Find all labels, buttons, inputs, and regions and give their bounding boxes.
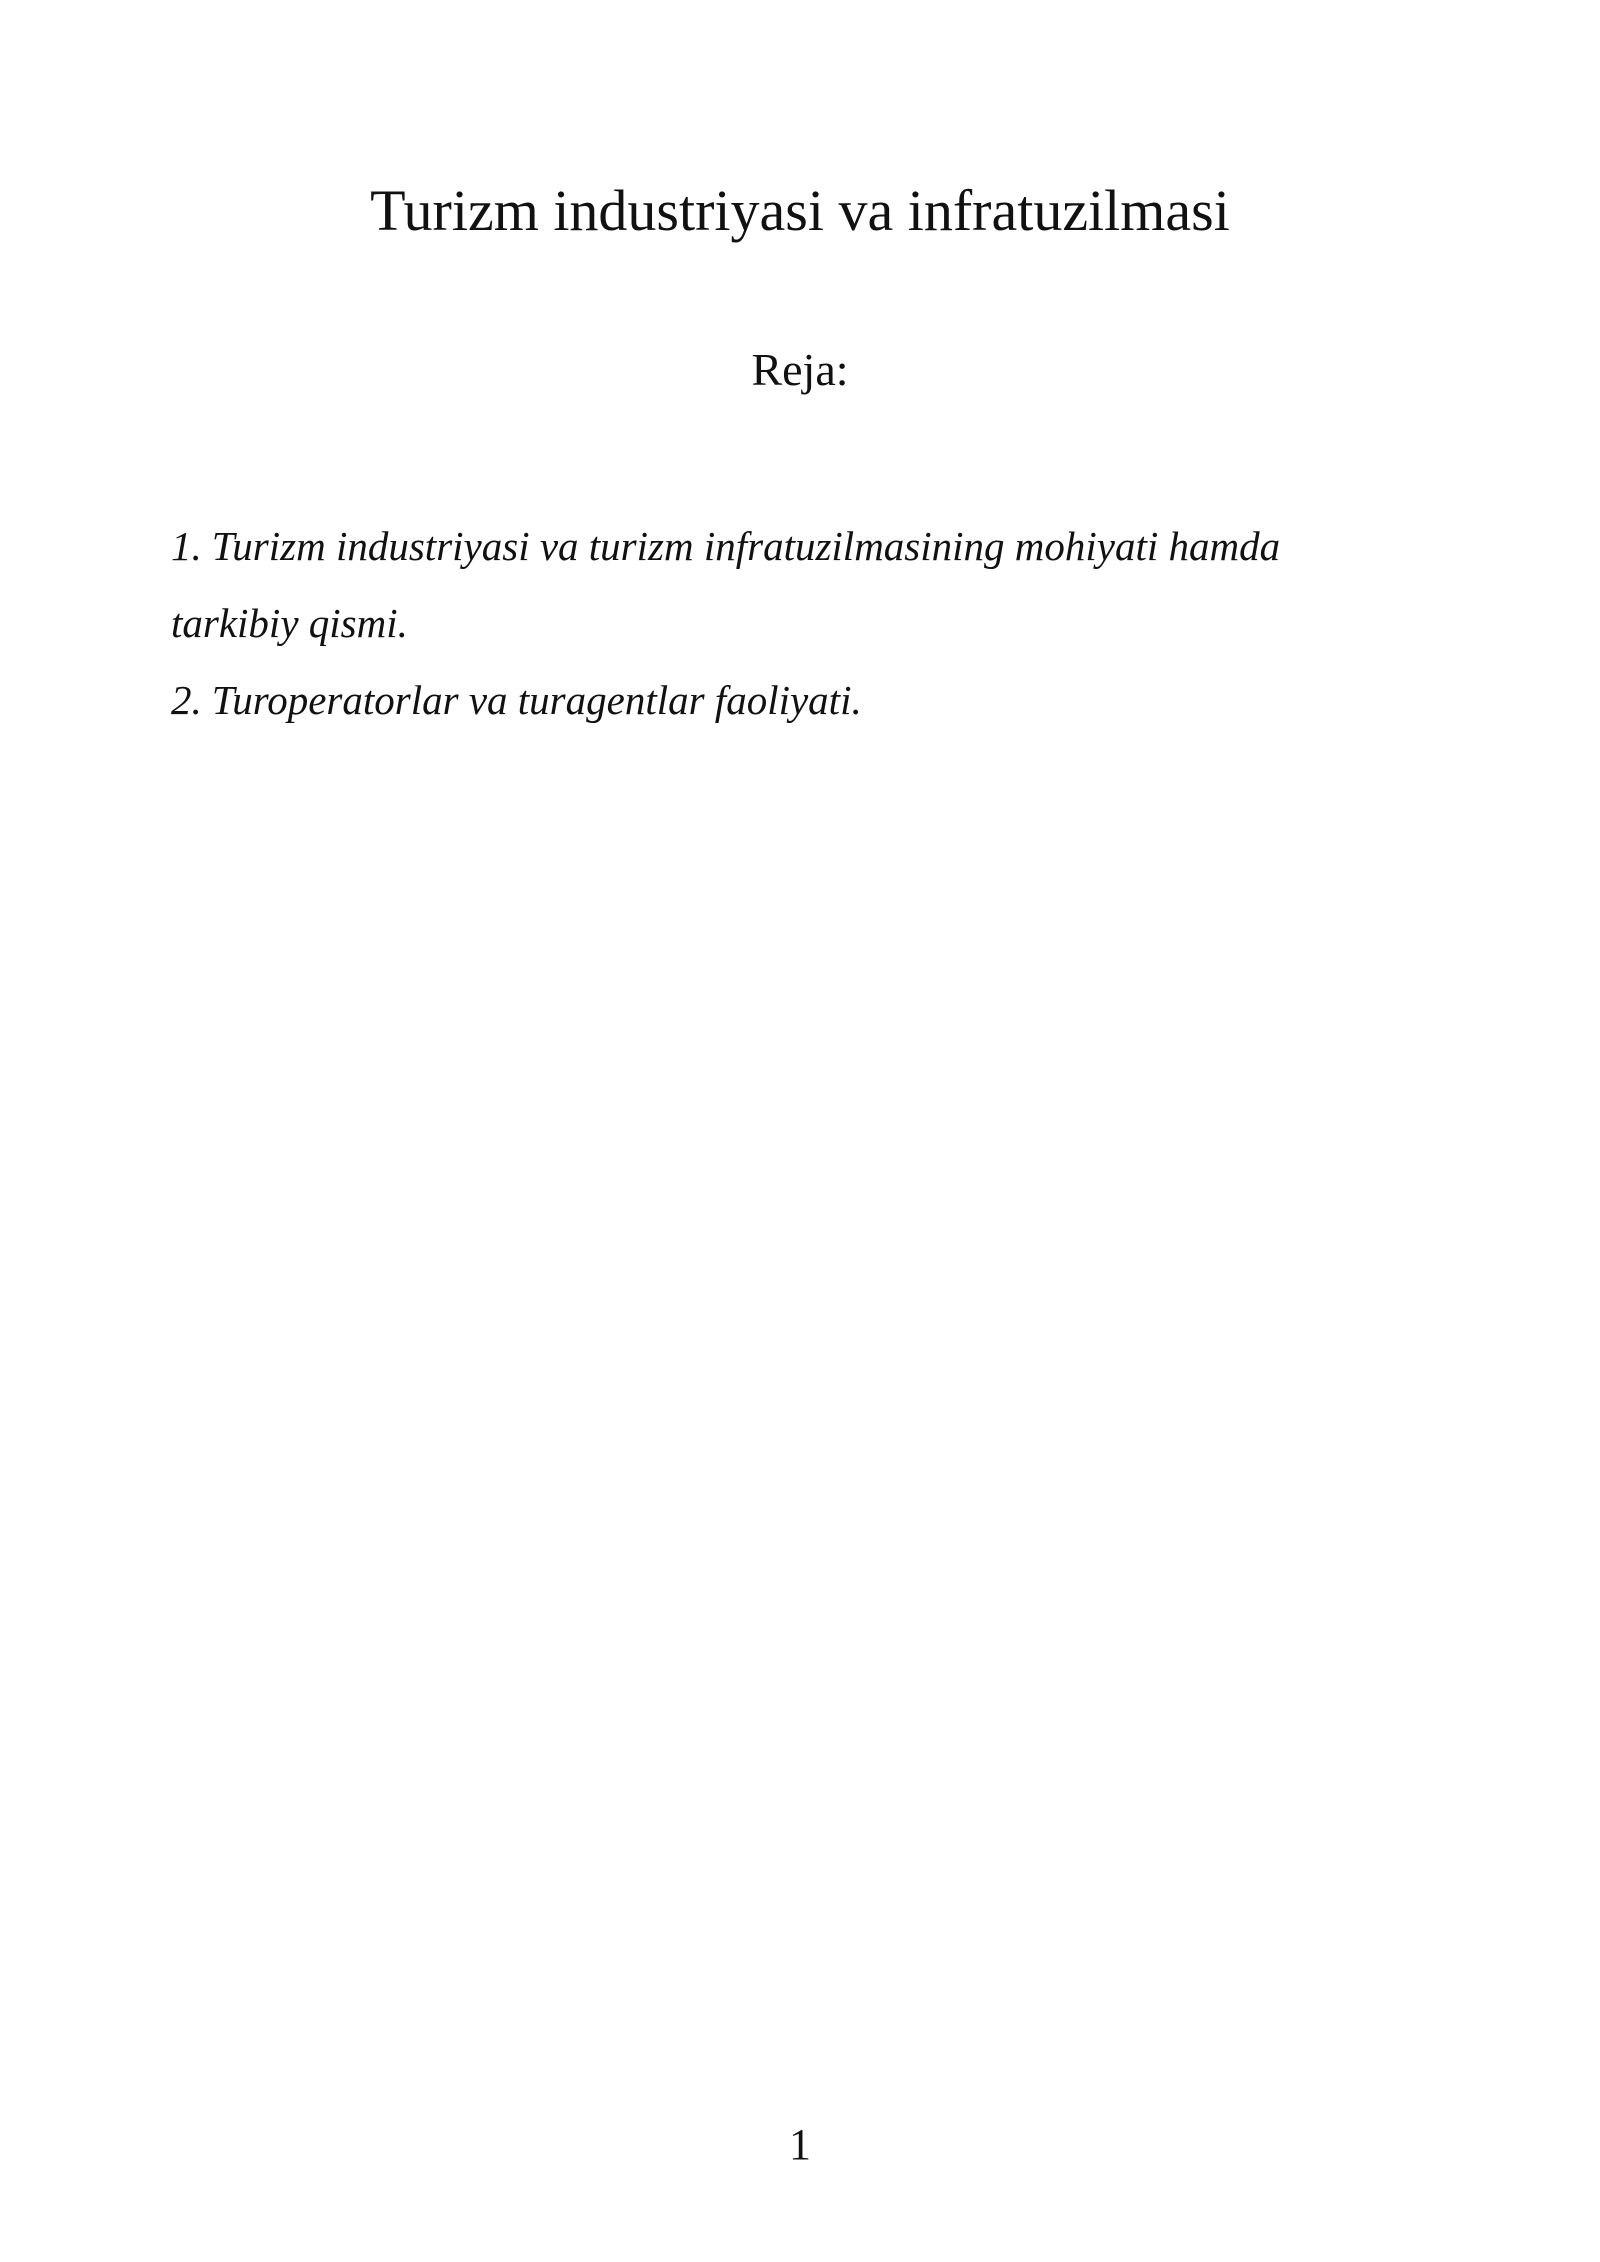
page-number: 1 (789, 2120, 811, 2169)
plan-item-number: 1. (171, 523, 202, 569)
plan-heading: Reja: (751, 344, 849, 395)
plan-item-1-continuation: tarkibiy qismi. (171, 600, 408, 646)
plan-item-text: Turoperatorlar va turagentlar faoliyati. (211, 677, 862, 723)
plan-item-2 (171, 662, 1421, 739)
plan-list (171, 508, 1421, 739)
plan-item-1 (171, 508, 1421, 585)
plan-item-number: 2. (171, 677, 202, 723)
page-title: Turizm industriyasi va infratuzilmasi (370, 178, 1230, 243)
plan-item-text: Turizm industriyasi va turizm infratuzilmasining mohiyati hamda (211, 523, 1281, 569)
